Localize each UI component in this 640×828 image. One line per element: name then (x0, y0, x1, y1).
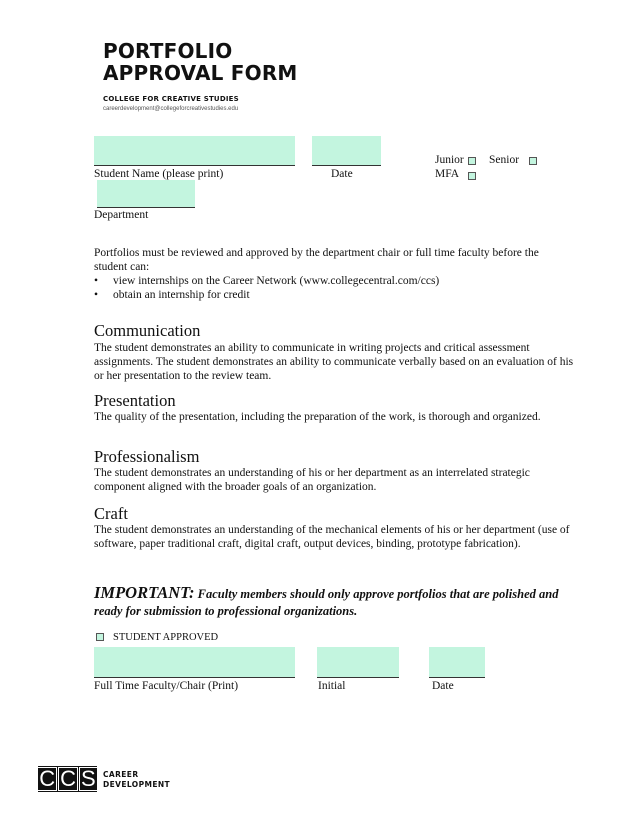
section-heading-professionalism: Professionalism (94, 447, 200, 466)
senior-checkbox[interactable] (529, 157, 537, 165)
student-name-field[interactable] (94, 136, 295, 166)
student-approved-checkbox[interactable] (96, 633, 104, 641)
career-development-wordmark (103, 770, 170, 790)
department-field[interactable] (97, 180, 195, 208)
junior-checkbox[interactable] (468, 157, 476, 165)
logo-letter: S (81, 766, 96, 791)
list-item: • view internships on the Career Network (www.collegecentral.com/ccs) (94, 274, 574, 288)
wordmark-line1: CAREER (103, 770, 139, 779)
mfa-label: MFA (435, 168, 460, 180)
intro-text: Portfolios must be reviewed and approved by the department chair or full time faculty before the student can: (94, 247, 539, 273)
form-title (103, 40, 363, 84)
faculty-name-label: Full Time Faculty/Chair (Print) (94, 680, 239, 692)
student-approved-label: STUDENT APPROVED (113, 632, 219, 643)
mfa-checkbox[interactable] (468, 172, 476, 180)
college-name: COLLEGE FOR CREATIVE STUDIES (103, 95, 239, 103)
approval-date-label: Date (432, 680, 454, 692)
important-lead: IMPORTANT: (94, 583, 195, 602)
section-text-communication: The student demonstrates an ability to communicate in writing projects and critical assessment assignments. The student demonstrates an ability to communicate verbally based on an evaluation of his or her presentation to the review team. (94, 342, 574, 382)
important-text: Faculty members should only approve portfolios that are polished and ready for submission to professional organizations. (94, 587, 559, 618)
section-text-presentation: The quality of the presentation, including the preparation of the work, is thorough and organized. (94, 411, 541, 423)
important-note (94, 584, 584, 620)
section-heading-presentation: Presentation (94, 391, 176, 410)
contact-email: careerdevelopment@collegeforcreativestudies.edu (103, 106, 239, 112)
ccs-logo (38, 766, 97, 792)
list-item: • obtain an internship for credit (94, 288, 574, 302)
faculty-name-field[interactable] (94, 647, 295, 678)
intro-bullet-list (94, 274, 574, 302)
department-label: Department (94, 209, 149, 221)
senior-label: Senior (489, 154, 520, 166)
initial-label: Initial (318, 680, 346, 692)
junior-label: Junior (435, 154, 464, 166)
date-label: Date (331, 168, 353, 180)
section-text-craft: The student demonstrates an understanding of the mechanical elements of his or her department (use of software, paper traditional craft, digital craft, output devices, binding, prototype fabrication). (94, 524, 570, 550)
initial-field[interactable] (317, 647, 399, 678)
section-heading-communication: Communication (94, 321, 201, 340)
approval-date-field[interactable] (429, 647, 485, 678)
form-title-line1: PORTFOLIO (103, 39, 233, 63)
section-text-professionalism: The student demonstrates an understanding of his or her department as an interrelated strategic component aligned with the broader goals of an organization. (94, 467, 530, 493)
logo-letter: C (39, 766, 56, 791)
section-heading-craft: Craft (94, 504, 128, 523)
form-title-line2: APPROVAL FORM (103, 61, 298, 85)
logo-letter: C (60, 766, 77, 791)
date-field[interactable] (312, 136, 381, 166)
student-name-label: Student Name (please print) (94, 168, 224, 180)
wordmark-line2: DEVELOPMENT (103, 780, 171, 789)
